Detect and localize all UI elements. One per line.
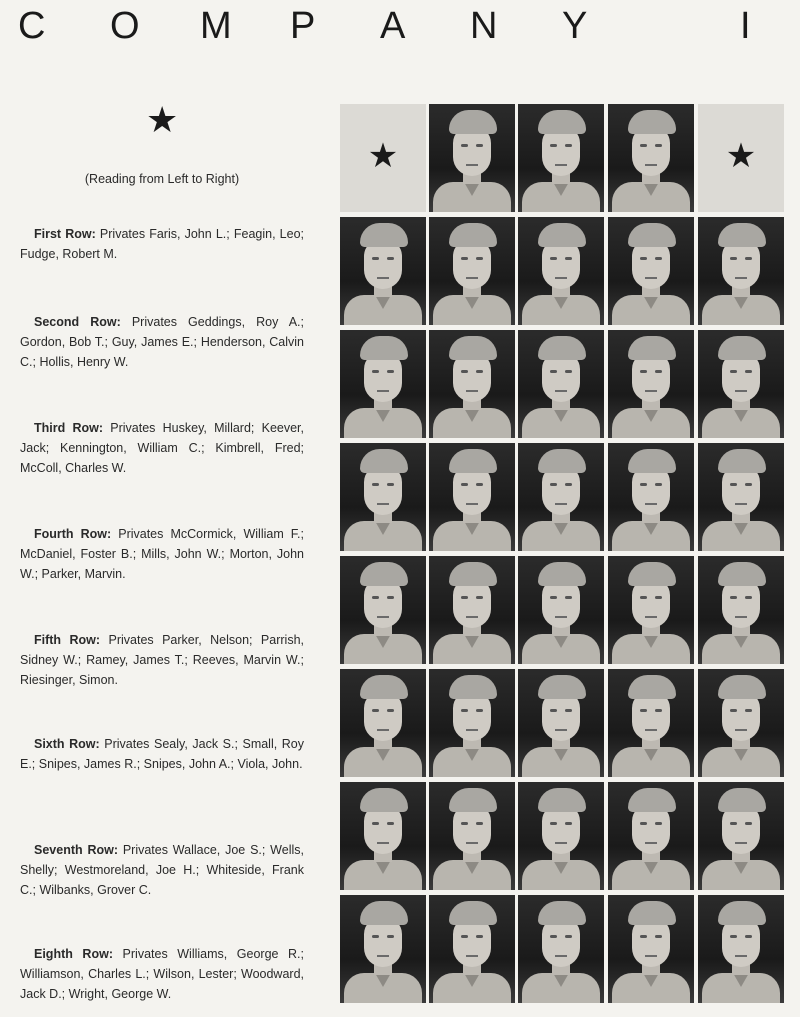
portrait-icon xyxy=(340,895,426,1003)
row-caption-5 xyxy=(20,630,304,690)
title-letter: M xyxy=(200,5,232,47)
soldier-portrait xyxy=(340,556,426,664)
portrait-icon xyxy=(429,443,515,551)
row-names: Privates Sealy, Jack S.; Small, Roy E.; Snipes, James R.; Snipes, John A.; Viola, John. xyxy=(20,737,304,771)
portrait-icon xyxy=(608,443,694,551)
star-tile xyxy=(698,104,784,212)
portrait-icon xyxy=(340,443,426,551)
soldier-portrait xyxy=(608,443,694,551)
title-letter: I xyxy=(740,5,751,47)
soldier-portrait xyxy=(429,556,515,664)
portrait-icon xyxy=(608,895,694,1003)
portrait-icon xyxy=(518,556,604,664)
portrait-icon xyxy=(429,330,515,438)
page-title xyxy=(0,0,800,47)
portrait-icon xyxy=(518,330,604,438)
title-letter: A xyxy=(380,5,406,47)
row-label: First Row: xyxy=(34,227,96,241)
row-label: Seventh Row: xyxy=(34,843,118,857)
soldier-portrait xyxy=(608,895,694,1003)
soldier-portrait xyxy=(429,782,515,890)
soldier-portrait xyxy=(340,895,426,1003)
portrait-icon xyxy=(429,895,515,1003)
soldier-portrait xyxy=(429,217,515,325)
soldier-portrait xyxy=(340,330,426,438)
soldier-portrait xyxy=(608,104,694,212)
row-label: Fifth Row: xyxy=(34,633,101,647)
portrait-icon xyxy=(518,782,604,890)
reading-note: (Reading from Left to Right) xyxy=(84,172,240,186)
soldier-portrait xyxy=(698,556,784,664)
soldier-portrait xyxy=(608,669,694,777)
soldier-portrait xyxy=(608,782,694,890)
soldier-portrait xyxy=(518,556,604,664)
soldier-portrait xyxy=(518,217,604,325)
row-names: Privates Geddings, Roy A.; Gordon, Bob T.; Guy, James E.; Henderson, Calvin C.; Hollis, Henry W. xyxy=(20,315,304,369)
star-icon: ★ xyxy=(367,137,399,175)
row-caption-1 xyxy=(20,224,304,264)
row-label: Third Row: xyxy=(34,421,104,435)
soldier-portrait xyxy=(608,217,694,325)
portrait-icon xyxy=(429,217,515,325)
soldier-portrait xyxy=(518,669,604,777)
portrait-icon xyxy=(429,782,515,890)
star-tile xyxy=(340,104,426,212)
title-letter: N xyxy=(470,5,498,47)
soldier-portrait xyxy=(518,330,604,438)
soldier-portrait xyxy=(698,443,784,551)
portrait-icon xyxy=(340,782,426,890)
portrait-icon xyxy=(518,895,604,1003)
row-caption-2 xyxy=(20,312,304,372)
soldier-portrait xyxy=(608,556,694,664)
portrait-icon xyxy=(608,104,694,212)
soldier-portrait xyxy=(429,443,515,551)
portrait-icon xyxy=(518,104,604,212)
row-names: Privates Williams, George R.; Williamson, Charles L.; Wilson, Lester; Woodward, Jack D.; Wright, George W. xyxy=(20,947,305,1001)
portrait-icon xyxy=(429,104,515,212)
portrait-icon xyxy=(518,443,604,551)
portrait-grid xyxy=(340,104,787,1007)
portrait-icon xyxy=(698,217,784,325)
soldier-portrait xyxy=(429,104,515,212)
title-letter: O xyxy=(110,5,140,47)
portrait-icon xyxy=(608,669,694,777)
soldier-portrait xyxy=(340,669,426,777)
row-caption-8 xyxy=(20,944,304,1004)
portrait-icon xyxy=(608,217,694,325)
soldier-portrait xyxy=(698,669,784,777)
title-letter: C xyxy=(18,5,46,47)
portrait-icon xyxy=(518,217,604,325)
star-icon: ★ xyxy=(146,99,179,140)
portrait-icon xyxy=(698,782,784,890)
portrait-icon xyxy=(340,556,426,664)
portrait-icon xyxy=(698,330,784,438)
portrait-icon xyxy=(608,556,694,664)
soldier-portrait xyxy=(608,330,694,438)
portrait-icon xyxy=(429,669,515,777)
title-letter: Y xyxy=(562,5,588,47)
row-label: Eighth Row: xyxy=(34,947,113,961)
soldier-portrait xyxy=(518,104,604,212)
soldier-portrait xyxy=(340,217,426,325)
soldier-portrait xyxy=(429,330,515,438)
row-names: Privates McCormick, William F.; McDaniel, Foster B.; Mills, John W.; Morton, John W.; Parker, Marvin. xyxy=(20,527,304,581)
row-names: Privates Faris, John L.; Feagin, Leo; Fudge, Robert M. xyxy=(20,227,305,261)
soldier-portrait xyxy=(429,669,515,777)
row-names: Privates Wallace, Joe S.; Wells, Shelly; Westmoreland, Joe H.; Whiteside, Frank C.; Wilbanks, Grover C. xyxy=(20,843,304,897)
row-caption-4 xyxy=(20,524,304,584)
portrait-icon xyxy=(608,330,694,438)
soldier-portrait xyxy=(698,330,784,438)
row-names: Privates Parker, Nelson; Parrish, Sidney W.; Ramey, James T.; Reeves, Marvin W.; Riesinger, Simon. xyxy=(20,633,304,687)
portrait-icon xyxy=(340,330,426,438)
portrait-icon xyxy=(698,443,784,551)
soldier-portrait xyxy=(518,895,604,1003)
soldier-portrait xyxy=(698,217,784,325)
star-icon: ★ xyxy=(725,137,757,175)
portrait-icon xyxy=(608,782,694,890)
portrait-icon xyxy=(698,895,784,1003)
portrait-icon xyxy=(698,669,784,777)
portrait-icon xyxy=(340,217,426,325)
soldier-portrait xyxy=(698,782,784,890)
row-label: Fourth Row: xyxy=(34,527,112,541)
row-names: Privates Huskey, Millard; Keever, Jack; Kennington, William C.; Kimbrell, Fred; McColl, Charles W. xyxy=(20,421,304,475)
portrait-icon xyxy=(698,556,784,664)
soldier-portrait xyxy=(518,443,604,551)
soldier-portrait xyxy=(698,895,784,1003)
row-label: Sixth Row: xyxy=(34,737,100,751)
soldier-portrait xyxy=(429,895,515,1003)
soldier-portrait xyxy=(518,782,604,890)
title-letter: P xyxy=(290,5,316,47)
portrait-icon xyxy=(340,669,426,777)
row-label: Second Row: xyxy=(34,315,121,329)
soldier-portrait xyxy=(340,443,426,551)
row-caption-6 xyxy=(20,734,304,774)
portrait-icon xyxy=(429,556,515,664)
row-caption-3 xyxy=(20,418,304,478)
portrait-icon xyxy=(518,669,604,777)
soldier-portrait xyxy=(340,782,426,890)
row-caption-7 xyxy=(20,840,304,900)
